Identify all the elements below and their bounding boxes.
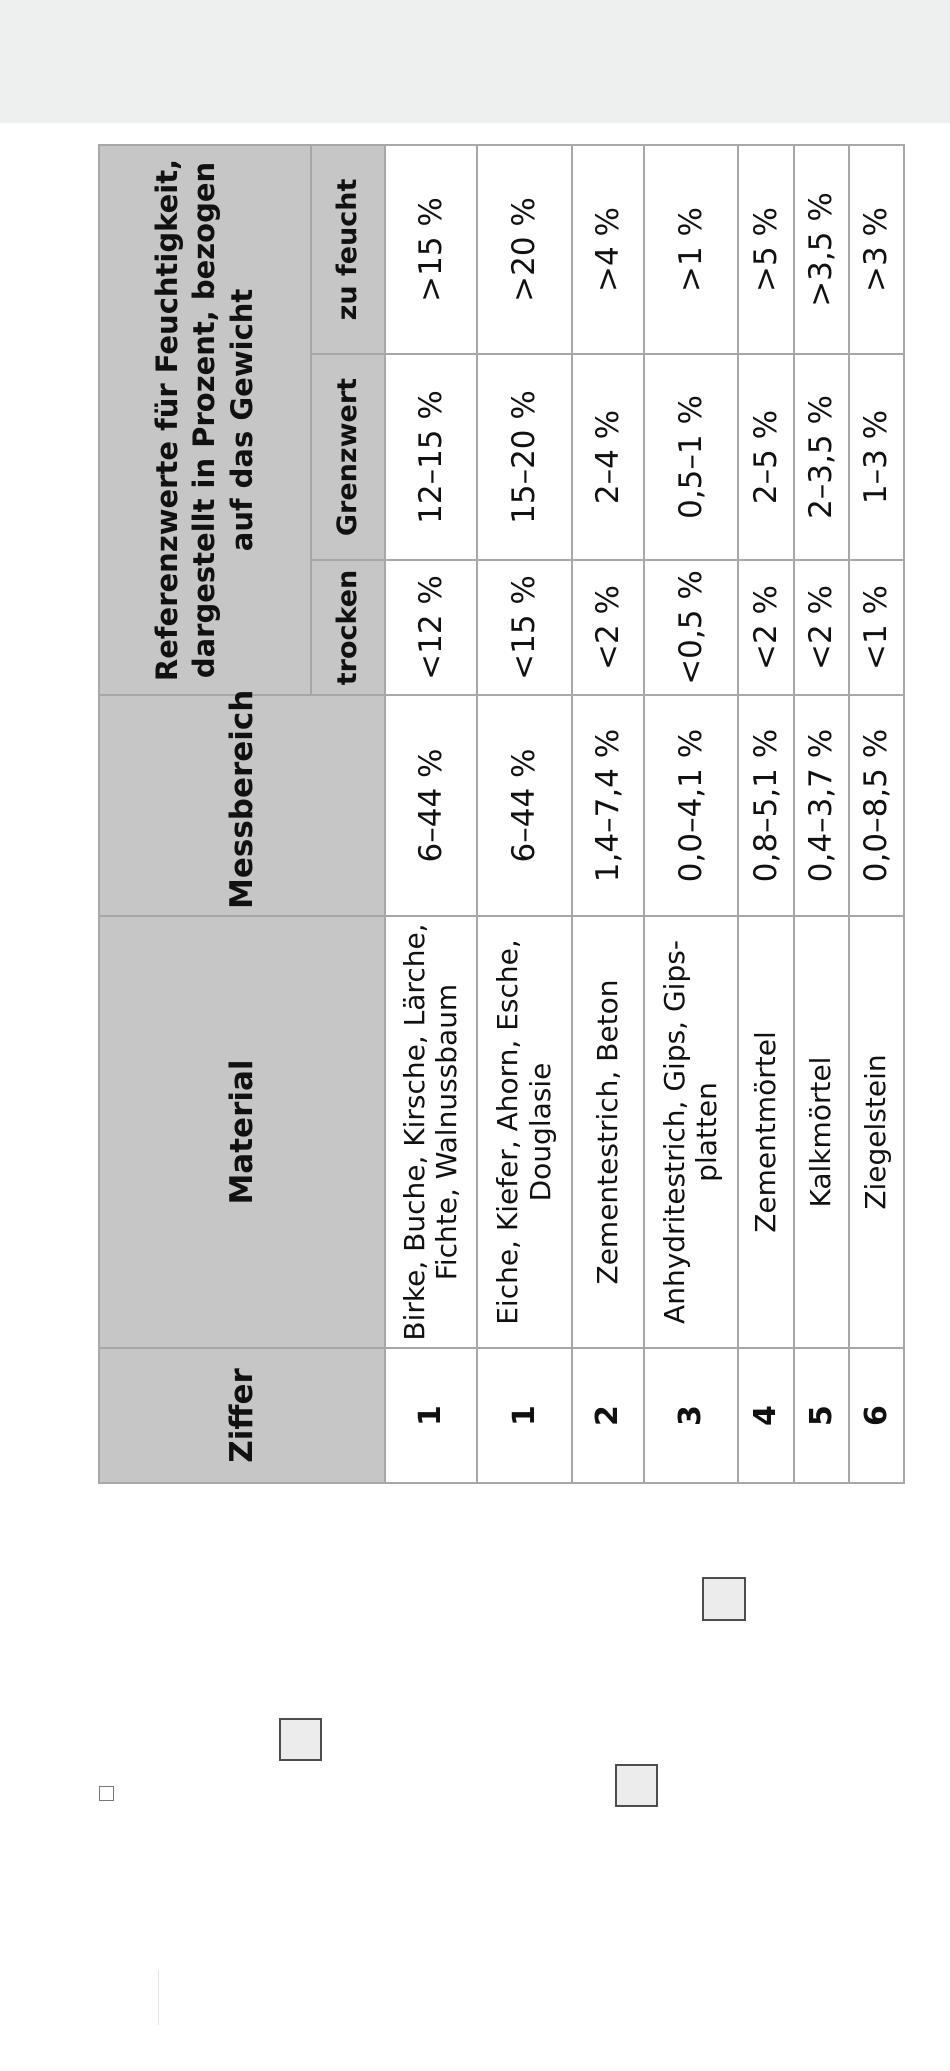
cell-messbereich: 6–44 % bbox=[385, 695, 477, 916]
cell-grenzwert: 2–3,5 % bbox=[794, 354, 849, 560]
cell-messbereich: 0,0–8,5 % bbox=[849, 695, 904, 916]
cell-zu-feucht: >1 % bbox=[644, 145, 738, 354]
header-zu-feucht: zu feucht bbox=[311, 145, 385, 354]
page-top-band bbox=[0, 0, 950, 123]
cell-trocken: <2 % bbox=[572, 560, 644, 695]
cell-material: Birke, Buche, Kirsche, Lärche, Fichte, Walnussbaum bbox=[385, 916, 477, 1348]
cell-material: Kalkmörtel bbox=[794, 916, 849, 1348]
cell-grenzwert: 1–3 % bbox=[849, 354, 904, 560]
cell-ziffer: 5 bbox=[794, 1348, 849, 1483]
cell-trocken: <0,5 % bbox=[644, 560, 738, 695]
cell-zu-feucht: >4 % bbox=[572, 145, 644, 354]
cell-ziffer: 3 bbox=[644, 1348, 738, 1483]
small-square-marker bbox=[99, 1786, 114, 1801]
table-header-row bbox=[99, 145, 311, 1483]
header-grenzwert: Grenzwert bbox=[311, 354, 385, 560]
cell-ziffer: 6 bbox=[849, 1348, 904, 1483]
header-ziffer: Ziffer bbox=[99, 1348, 385, 1483]
cell-ziffer: 4 bbox=[738, 1348, 794, 1483]
cell-messbereich: 0,4–3,7 % bbox=[794, 695, 849, 916]
reference-table-rotated bbox=[98, 146, 895, 1484]
header-referenzwerte: Referenzwerte für Feuchtigkeit, dargestellt in Prozent, bezogen auf das Gewicht bbox=[99, 145, 311, 695]
cell-ziffer: 1 bbox=[477, 1348, 572, 1483]
cell-trocken: <2 % bbox=[794, 560, 849, 695]
cell-zu-feucht: >15 % bbox=[385, 145, 477, 354]
cell-material: Zementmörtel bbox=[738, 916, 794, 1348]
table-row bbox=[849, 145, 904, 1483]
cell-grenzwert: 12–15 % bbox=[385, 354, 477, 560]
cell-zu-feucht: >3 % bbox=[849, 145, 904, 354]
checkbox-square[interactable] bbox=[279, 1718, 322, 1761]
cell-grenzwert: 2–5 % bbox=[738, 354, 794, 560]
header-material: Material bbox=[99, 916, 385, 1348]
divider-line bbox=[158, 1970, 159, 2025]
moisture-reference-table bbox=[98, 144, 905, 1484]
cell-zu-feucht: >5 % bbox=[738, 145, 794, 354]
cell-zu-feucht: >3,5 % bbox=[794, 145, 849, 354]
cell-ziffer: 1 bbox=[385, 1348, 477, 1483]
cell-material: Zementestrich, Beton bbox=[572, 916, 644, 1348]
table-row bbox=[477, 145, 572, 1483]
table-row bbox=[644, 145, 738, 1483]
cell-messbereich: 1,4–7,4 % bbox=[572, 695, 644, 916]
table-row bbox=[794, 145, 849, 1483]
cell-trocken: <15 % bbox=[477, 560, 572, 695]
cell-material: Ziegelstein bbox=[849, 916, 904, 1348]
cell-ziffer: 2 bbox=[572, 1348, 644, 1483]
cell-messbereich: 0,0–4,1 % bbox=[644, 695, 738, 916]
cell-grenzwert: 15–20 % bbox=[477, 354, 572, 560]
cell-grenzwert: 2–4 % bbox=[572, 354, 644, 560]
cell-trocken: <12 % bbox=[385, 560, 477, 695]
header-messbereich: Messbereich bbox=[99, 695, 385, 916]
cell-messbereich: 6–44 % bbox=[477, 695, 572, 916]
cell-zu-feucht: >20 % bbox=[477, 145, 572, 354]
cell-trocken: <2 % bbox=[738, 560, 794, 695]
cell-material: Eiche, Kiefer, Ahorn, Esche, Douglasie bbox=[477, 916, 572, 1348]
table-row bbox=[738, 145, 794, 1483]
cell-material: Anhydritestrich, Gips, Gipsplatten bbox=[644, 916, 738, 1348]
cell-trocken: <1 % bbox=[849, 560, 904, 695]
checkbox-square[interactable] bbox=[615, 1764, 658, 1807]
cell-grenzwert: 0,5–1 % bbox=[644, 354, 738, 560]
header-trocken: trocken bbox=[311, 560, 385, 695]
table-row bbox=[572, 145, 644, 1483]
table-row bbox=[385, 145, 477, 1483]
checkbox-square[interactable] bbox=[702, 1577, 746, 1621]
cell-messbereich: 0,8–5,1 % bbox=[738, 695, 794, 916]
